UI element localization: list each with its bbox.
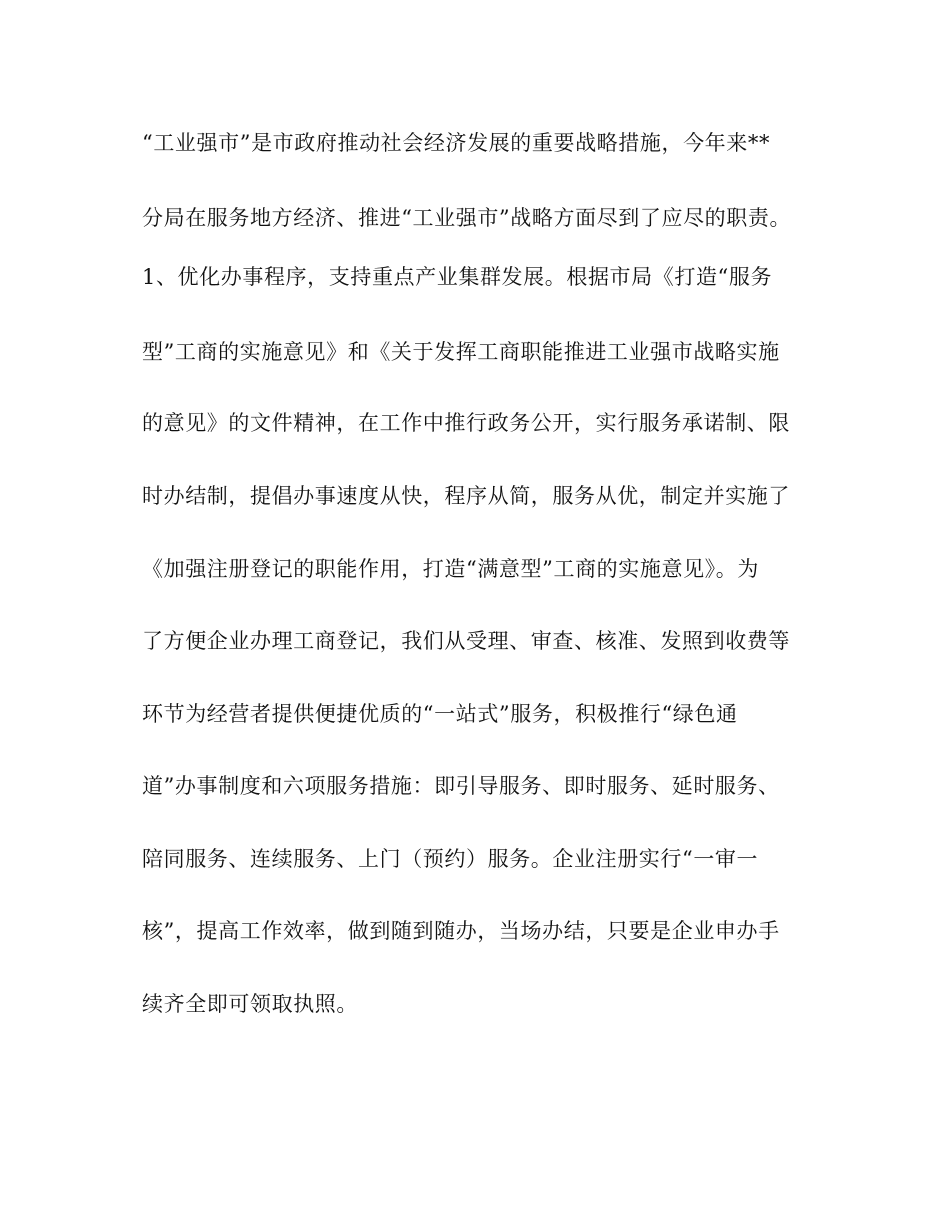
paragraph-line-7: 《加强注册登记的职能作用，打造“满意型”工商的实施意见》。为 (142, 557, 759, 581)
paragraph-line-13: 续齐全即可领取执照。 (142, 992, 358, 1016)
paragraph-line-10: 道”办事制度和六项服务措施：即引导服务、即时服务、延时服务、 (142, 774, 780, 798)
paragraph-line-11: 陪同服务、连续服务、上门（预约）服务。企业注册实行“一审一 (142, 847, 759, 871)
paragraph-line-3: 1、优化办事程序，支持重点产业集群发展。根据市局《打造“服务 (142, 265, 773, 289)
paragraph-line-12: 核”，提高工作效率，做到随到随办，当场办结，只要是企业申办手 (142, 919, 780, 943)
paragraph-line-5: 的意见》的文件精神，在工作中推行政务公开，实行服务承诺制、限 (142, 411, 790, 435)
paragraph-line-9: 环节为经营者提供便捷优质的“一站式”服务，积极推行“绿色通 (142, 702, 738, 726)
paragraph-line-8: 了方便企业办理工商登记，我们从受理、审查、核准、发照到收费等 (142, 629, 790, 653)
paragraph-line-2: 分局在服务地方经济、推进“工业强市”战略方面尽到了应尽的职责。 (142, 206, 792, 230)
paragraph-line-1: “工业强市”是市政府推动社会经济发展的重要战略措施，今年来** (142, 131, 771, 155)
paragraph-line-4: 型”工商的实施意见》和《关于发挥工商职能推进工业强市战略实施 (142, 340, 780, 364)
paragraph-line-6: 时办结制，提倡办事速度从快，程序从简，服务从优，制定并实施了 (142, 484, 790, 508)
